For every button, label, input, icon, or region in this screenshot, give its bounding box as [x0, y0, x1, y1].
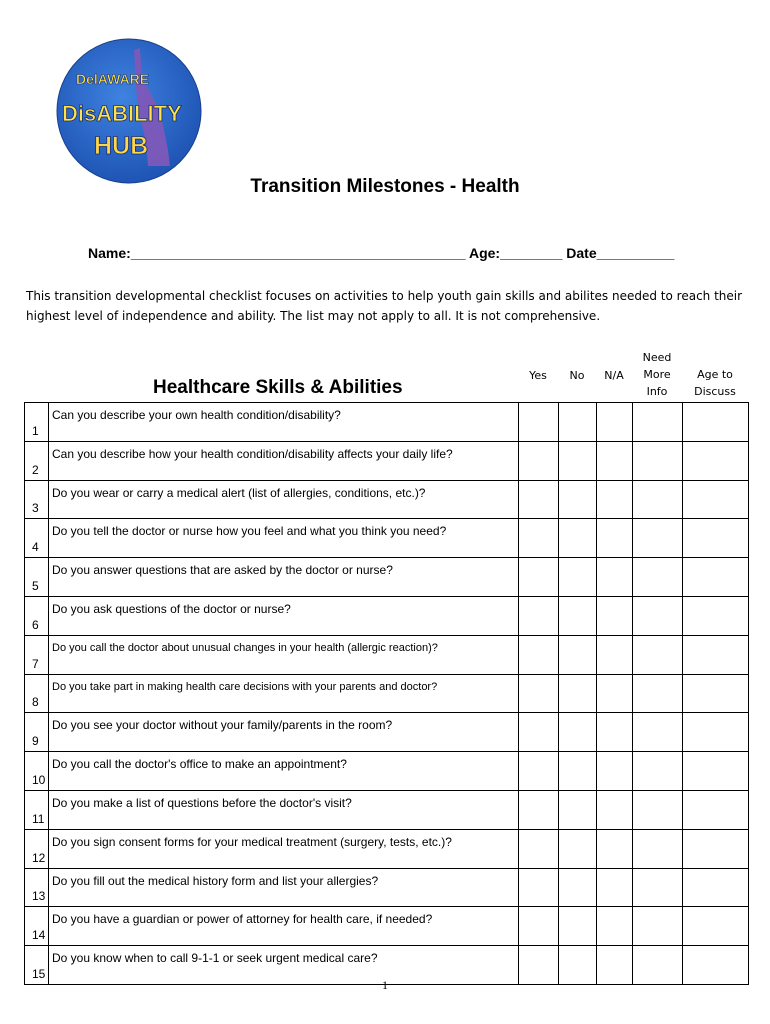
checkbox-yes[interactable]	[519, 907, 559, 946]
delaware-disability-hub-logo	[56, 38, 202, 184]
question-number: 2	[25, 441, 49, 480]
checkbox-yes[interactable]	[519, 674, 559, 713]
column-header-no: No	[569, 369, 585, 382]
checkbox-need-more-info[interactable]	[633, 558, 683, 597]
checkbox-yes[interactable]	[519, 596, 559, 635]
checkbox-no[interactable]	[559, 868, 597, 907]
checkbox-yes[interactable]	[519, 441, 559, 480]
column-header-need-line3: Info	[646, 385, 668, 398]
checkbox-no[interactable]	[559, 829, 597, 868]
checkbox-yes[interactable]	[519, 480, 559, 519]
checkbox-yes[interactable]	[519, 558, 559, 597]
question-number: 8	[25, 674, 49, 713]
question-text: Do you answer questions that are asked by the doctor or nurse?	[49, 558, 519, 597]
question-number: 6	[25, 596, 49, 635]
checkbox-na[interactable]	[597, 441, 633, 480]
column-header-age-to-discuss	[682, 366, 748, 400]
checkbox-yes[interactable]	[519, 790, 559, 829]
checkbox-age-to-discuss[interactable]	[683, 752, 749, 791]
checkbox-na[interactable]	[597, 829, 633, 868]
column-header-need-line1: Need	[642, 351, 672, 364]
checkbox-no[interactable]	[559, 713, 597, 752]
checkbox-yes[interactable]	[519, 519, 559, 558]
table-row	[25, 790, 749, 829]
table-row	[25, 519, 749, 558]
checklist-table	[24, 402, 749, 985]
checkbox-no[interactable]	[559, 674, 597, 713]
table-row	[25, 752, 749, 791]
table-row	[25, 829, 749, 868]
checkbox-no[interactable]	[559, 558, 597, 597]
checkbox-need-more-info[interactable]	[633, 829, 683, 868]
table-row	[25, 674, 749, 713]
question-text: Do you call the doctor about unusual changes in your health (allergic reaction)?	[49, 635, 519, 674]
checkbox-na[interactable]	[597, 868, 633, 907]
checkbox-age-to-discuss[interactable]	[683, 441, 749, 480]
question-text: Do you know when to call 9-1-1 or seek urgent medical care?	[49, 946, 519, 985]
checkbox-age-to-discuss[interactable]	[683, 829, 749, 868]
checkbox-no[interactable]	[559, 790, 597, 829]
checkbox-need-more-info[interactable]	[633, 868, 683, 907]
question-text: Do you call the doctor's office to make an appointment?	[49, 752, 519, 791]
question-number: 7	[25, 635, 49, 674]
checkbox-yes[interactable]	[519, 635, 559, 674]
question-text: Do you ask questions of the doctor or nurse?	[49, 596, 519, 635]
checkbox-na[interactable]	[597, 907, 633, 946]
checkbox-na[interactable]	[597, 752, 633, 791]
checkbox-no[interactable]	[559, 480, 597, 519]
question-text: Do you fill out the medical history form and list your allergies?	[49, 868, 519, 907]
question-number: 13	[25, 868, 49, 907]
checkbox-age-to-discuss[interactable]	[683, 635, 749, 674]
checkbox-na[interactable]	[597, 635, 633, 674]
checkbox-need-more-info[interactable]	[633, 480, 683, 519]
question-number: 1	[25, 403, 49, 442]
table-row	[25, 907, 749, 946]
column-header-need-more-info	[632, 349, 682, 400]
checkbox-need-more-info[interactable]	[633, 519, 683, 558]
checkbox-no[interactable]	[559, 403, 597, 442]
question-number: 3	[25, 480, 49, 519]
checkbox-need-more-info[interactable]	[633, 907, 683, 946]
logo-text-disability: DisABILITY	[62, 101, 182, 126]
checkbox-yes[interactable]	[519, 403, 559, 442]
question-number: 4	[25, 519, 49, 558]
column-header-yes: Yes	[529, 369, 547, 382]
question-number: 11	[25, 790, 49, 829]
table-row	[25, 713, 749, 752]
question-number: 10	[25, 752, 49, 791]
checkbox-no[interactable]	[559, 519, 597, 558]
checkbox-age-to-discuss[interactable]	[683, 790, 749, 829]
question-text: Do you tell the doctor or nurse how you feel and what you think you need?	[49, 519, 519, 558]
table-row	[25, 868, 749, 907]
checkbox-yes[interactable]	[519, 868, 559, 907]
checkbox-no[interactable]	[559, 441, 597, 480]
column-header-na: N/A	[604, 369, 624, 382]
page-number: 1	[382, 978, 388, 992]
table-row	[25, 403, 749, 442]
checkbox-no[interactable]	[559, 596, 597, 635]
checkbox-no[interactable]	[559, 907, 597, 946]
checkbox-na[interactable]	[597, 674, 633, 713]
page-title: Transition Milestones - Health	[250, 176, 520, 197]
question-number: 12	[25, 829, 49, 868]
question-number: 9	[25, 713, 49, 752]
checkbox-need-more-info[interactable]	[633, 713, 683, 752]
checkbox-na[interactable]	[597, 519, 633, 558]
column-header-need-line2: More	[643, 368, 671, 381]
checkbox-na[interactable]	[597, 480, 633, 519]
table-row	[25, 441, 749, 480]
table-row	[25, 558, 749, 597]
column-header-age-line2: Discuss	[694, 385, 736, 398]
column-header-age-line1: Age to	[697, 368, 733, 381]
checkbox-na[interactable]	[597, 790, 633, 829]
question-text: Do you wear or carry a medical alert (list of allergies, conditions, etc.)?	[49, 480, 519, 519]
intro-paragraph: This transition developmental checklist focuses on activities to help youth gain skills and abilites needed to reach their highest level of independence and ability. The list may not apply to all. It is not comprehensive.	[26, 289, 743, 323]
checkbox-na[interactable]	[597, 403, 633, 442]
checkbox-need-more-info[interactable]	[633, 790, 683, 829]
checkbox-age-to-discuss[interactable]	[683, 519, 749, 558]
checkbox-need-more-info[interactable]	[633, 752, 683, 791]
checkbox-age-to-discuss[interactable]	[683, 558, 749, 597]
question-number: 15	[25, 946, 49, 985]
logo-text-hub: HUB	[94, 132, 149, 160]
checkbox-age-to-discuss[interactable]	[683, 713, 749, 752]
checkbox-yes[interactable]	[519, 829, 559, 868]
question-text: Do you have a guardian or power of attorney for health care, if needed?	[49, 907, 519, 946]
checkbox-age-to-discuss[interactable]	[683, 907, 749, 946]
table-row	[25, 480, 749, 519]
checkbox-na[interactable]	[597, 596, 633, 635]
checkbox-age-to-discuss[interactable]	[683, 596, 749, 635]
checkbox-need-more-info[interactable]	[633, 403, 683, 442]
checkbox-yes[interactable]	[519, 713, 559, 752]
question-text: Can you describe your own health condition/disability?	[49, 403, 519, 442]
checkbox-age-to-discuss[interactable]	[683, 403, 749, 442]
checkbox-age-to-discuss[interactable]	[683, 868, 749, 907]
question-text: Do you make a list of questions before the doctor's visit?	[49, 790, 519, 829]
question-text: Do you take part in making health care decisions with your parents and doctor?	[49, 674, 519, 713]
checkbox-age-to-discuss[interactable]	[683, 674, 749, 713]
question-text: Do you see your doctor without your family/parents in the room?	[49, 713, 519, 752]
checkbox-need-more-info[interactable]	[633, 635, 683, 674]
table-row	[25, 635, 749, 674]
checkbox-no[interactable]	[559, 752, 597, 791]
question-text: Do you sign consent forms for your medical treatment (surgery, tests, etc.)?	[49, 829, 519, 868]
checkbox-need-more-info[interactable]	[633, 441, 683, 480]
question-text: Can you describe how your health condition/disability affects your daily life?	[49, 441, 519, 480]
checkbox-na[interactable]	[597, 558, 633, 597]
name-age-date-line[interactable]: Name:___________________________________________ Age:________ Date__________	[88, 245, 675, 261]
question-number: 5	[25, 558, 49, 597]
checkbox-no[interactable]	[559, 635, 597, 674]
checkbox-age-to-discuss[interactable]	[683, 480, 749, 519]
checkbox-yes[interactable]	[519, 752, 559, 791]
checkbox-need-more-info[interactable]	[633, 674, 683, 713]
checkbox-need-more-info[interactable]	[633, 596, 683, 635]
checkbox-na[interactable]	[597, 713, 633, 752]
section-title: Healthcare Skills & Abilities	[153, 377, 403, 398]
logo-text-delaware: DelAWARE	[76, 71, 150, 87]
question-number: 14	[25, 907, 49, 946]
table-row	[25, 596, 749, 635]
